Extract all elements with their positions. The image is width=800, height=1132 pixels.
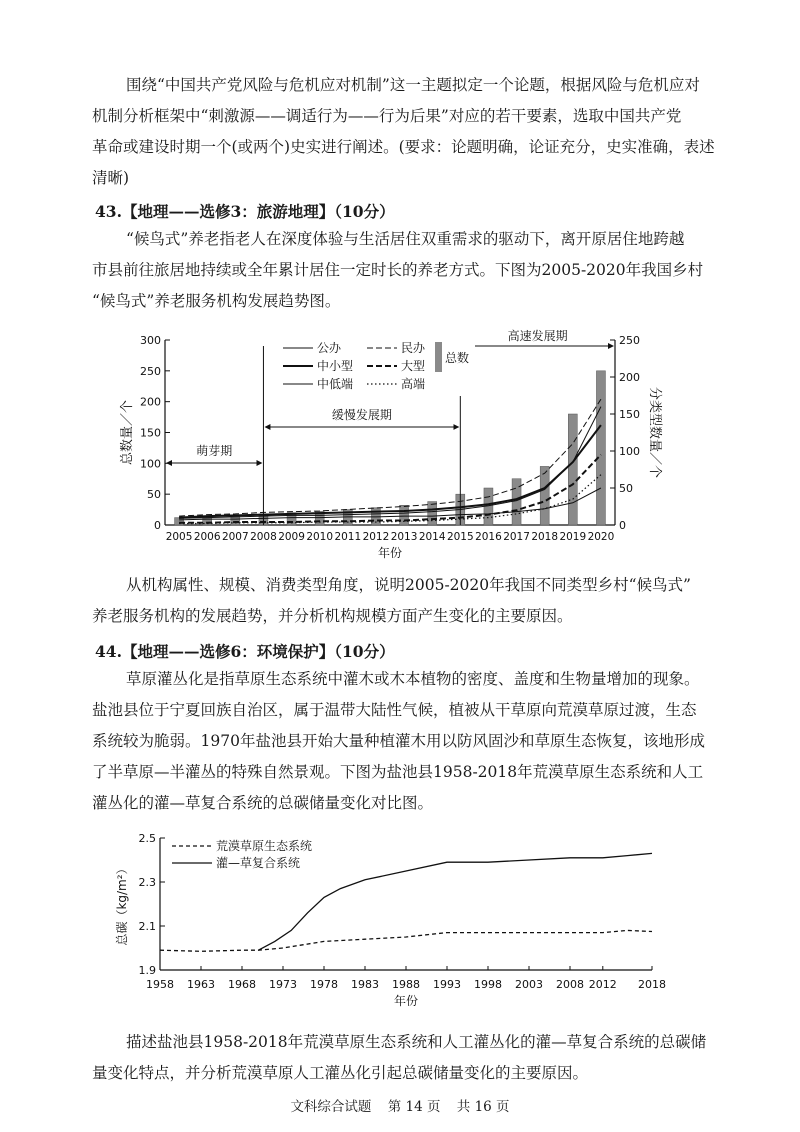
series-line — [160, 930, 652, 951]
x-tick-label: 2009 — [278, 531, 305, 543]
total-bar — [568, 414, 577, 525]
q44-intro-line: 了半草原—半灌丛的特殊自然景观。下图为盐池县1958-2018年荒漠草原生态系统和人工 — [92, 763, 704, 781]
y-tick-label: 2.5 — [138, 832, 156, 845]
left-tick-label: 50 — [147, 488, 161, 502]
x-axis-label: 年份 — [393, 994, 419, 1008]
phase-label: 高速发展期 — [507, 329, 568, 343]
x-tick-label: 2015 — [446, 531, 474, 543]
q42-line: 清晰) — [92, 169, 130, 187]
y-tick-label: 2.3 — [138, 876, 156, 889]
x-tick-label: 2007 — [221, 531, 249, 543]
x-tick-label: 2014 — [418, 531, 446, 543]
x-tick-label: 2012 — [588, 978, 617, 991]
q42-line: 机制分析框架中“刺激源——调适行为——行为后果”对应的若干要素，选取中国共产党 — [92, 107, 682, 125]
x-tick-label: 1993 — [433, 978, 461, 991]
legend-label: 公办 — [317, 341, 342, 355]
x-tick-label: 2018 — [531, 531, 559, 543]
y-tick-label: 2.1 — [138, 920, 156, 933]
legend-label: 高端 — [401, 377, 426, 391]
q44-intro-line: 盐池县位于宁夏回族自治区，属于温带大陆性气候，植被从干草原向荒漠草原过渡，生态 — [92, 701, 697, 719]
q44-intro-line: 系统较为脆弱。1970年盐池县开始大量种植灌木用以防风固沙和草原生态恢复，该地形成 — [92, 732, 705, 750]
q43-intro-line: “候鸟式”养老指老人在深度体验与生活居住双重需求的驱动下，离开原居住地跨越 — [126, 230, 685, 248]
total-bar — [428, 502, 437, 525]
x-tick-label: 1978 — [310, 978, 338, 991]
x-tick-label: 1968 — [228, 978, 256, 991]
y-axis-label: 总碳（kg/m²） — [115, 862, 129, 946]
x-tick-label: 1963 — [187, 978, 215, 991]
right-tick-label: 150 — [619, 408, 640, 421]
x-tick-label: 2020 — [587, 531, 615, 543]
phase-label: 缓慢发展期 — [331, 408, 392, 422]
footer-page: 第 14 页 — [387, 1099, 441, 1115]
q43-question — [92, 570, 717, 632]
q42-tail-text — [92, 70, 717, 194]
footer-subject: 文科综合试题 — [290, 1099, 372, 1115]
legend-label: 民办 — [401, 341, 426, 355]
q44-intro-line: 灌丛化的灌—草复合系统的总碳储量变化对比图。 — [92, 794, 434, 812]
y2-axis-label: 分类型数量／个 — [647, 386, 662, 479]
left-tick-label: 200 — [140, 395, 161, 409]
x-tick-label: 2008 — [556, 978, 584, 991]
q42-line: 革命或建设时期一个(或两个)史实进行阐述。(要求：论题明确，论证充分，史实准确，表述 — [92, 138, 715, 156]
footer-total: 共 16 页 — [456, 1099, 510, 1115]
q43-intro-line: 市县前往旅居地持续或全年累计居住一定时长的养老方式。下图为2005-2020年我国乡村 — [92, 261, 704, 279]
left-tick-label: 300 — [140, 334, 161, 347]
legend-label: 荒漠草原生态系统 — [216, 839, 313, 853]
y-axis-label: 总数量／个 — [120, 399, 135, 466]
total-bar — [400, 505, 409, 525]
y-tick-label: 1.9 — [138, 964, 156, 977]
left-tick-label: 150 — [140, 426, 161, 440]
left-tick-label: 0 — [154, 519, 161, 532]
x-tick-label: 2010 — [306, 531, 334, 543]
x-tick-label: 2008 — [250, 531, 277, 543]
right-tick-label: 200 — [619, 371, 640, 384]
q43-intro-line: “候鸟式”养老服务机构发展趋势图。 — [92, 292, 341, 310]
x-tick-label: 2005 — [165, 531, 193, 543]
q43-question-line: 养老服务机构的发展趋势，并分析机构规模方面产生变化的主要原因。 — [92, 607, 573, 625]
x-tick-label: 2016 — [475, 531, 502, 543]
x-tick-label: 2019 — [559, 531, 587, 543]
q44-question — [92, 1027, 717, 1089]
right-tick-label: 100 — [619, 445, 640, 458]
legend-bar-swatch — [435, 342, 442, 372]
series-line — [179, 407, 601, 519]
x-tick-label: 1998 — [474, 978, 502, 991]
x-tick-label: 1958 — [146, 978, 174, 991]
legend-label: 中小型 — [317, 359, 354, 373]
x-tick-label: 2006 — [193, 531, 221, 543]
series-line — [179, 455, 601, 523]
q43-intro — [92, 224, 717, 317]
q43-question-line: 从机构属性、规模、消费类型角度，说明2005-2020年我国不同类型乡村“候鸟式” — [126, 576, 691, 594]
x-tick-label: 1983 — [351, 978, 379, 991]
x-tick-label: 1988 — [392, 978, 420, 991]
series-line — [258, 853, 652, 950]
q44-intro-line: 草原灌丛化是指草原生态系统中灌木或木本植物的密度、盖度和生物量增加的现象。 — [126, 670, 700, 688]
total-bar — [596, 371, 605, 525]
legend-label: 中低端 — [317, 377, 354, 391]
x-axis-label: 年份 — [377, 546, 403, 560]
carbon-storage-chart — [112, 828, 672, 1028]
q44-heading: 44.【地理——选修6：环境保护】（10分） — [95, 642, 395, 661]
legend-label: 大型 — [401, 359, 426, 373]
q44-question-line: 描述盐池县1958-2018年荒漠草原生态系统和人工灌丛化的灌—草复合系统的总碳储 — [126, 1033, 707, 1051]
q44-intro — [92, 664, 717, 819]
right-tick-label: 0 — [619, 519, 626, 532]
total-bar — [512, 479, 521, 525]
legend-label: 总数 — [445, 351, 470, 365]
x-tick-label: 2012 — [362, 531, 390, 543]
page-footer — [0, 1095, 800, 1115]
phase-label: 萌芽期 — [196, 444, 233, 458]
total-bar — [540, 466, 549, 525]
x-tick-label: 1973 — [269, 978, 297, 991]
q42-line: 围绕“中国共产党风险与危机应对机制”这一主题拟定一个论题，根据风险与危机应对 — [126, 76, 700, 94]
x-tick-label: 2017 — [503, 531, 530, 543]
institution-trend-chart — [95, 328, 690, 563]
right-tick-label: 250 — [619, 334, 640, 347]
x-tick-label: 2018 — [638, 978, 666, 991]
q44-question-line: 量变化特点，并分析荒漠草原人工灌丛化引起总碳储量变化的主要原因。 — [92, 1064, 589, 1082]
x-tick-label: 2013 — [390, 531, 418, 543]
right-tick-label: 50 — [619, 482, 633, 495]
left-tick-label: 250 — [140, 364, 161, 378]
x-tick-label: 2011 — [334, 531, 362, 543]
x-tick-label: 2003 — [515, 978, 543, 991]
q43-heading: 43.【地理——选修3：旅游地理】（10分） — [95, 202, 395, 221]
left-tick-label: 100 — [140, 457, 161, 471]
legend-label: 灌—草复合系统 — [216, 856, 301, 870]
